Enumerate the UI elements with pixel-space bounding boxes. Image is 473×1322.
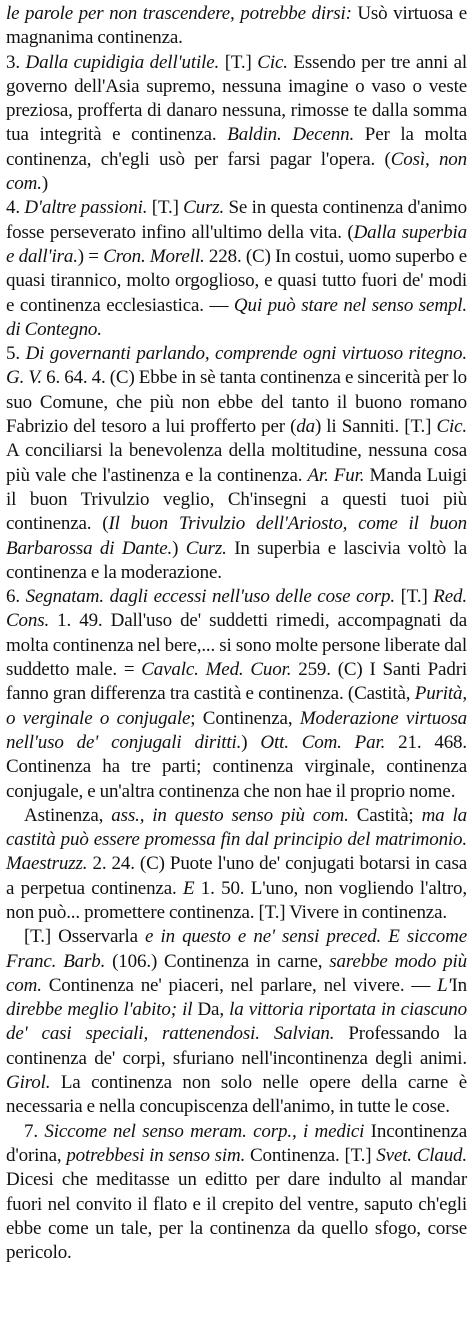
text-run: 1. 49. Dall'uso de' suddetti rimedi, accompagnati da molta continenza nel bere,... si sono molte persone liberate dal suddetto male. =: [6, 610, 467, 681]
text-run: Continenza ne' piaceri, nel parlare, nel vivere. —: [41, 974, 438, 996]
text-run: 259. (C) I Santi Padri fanno gran differenza tra castità e continenza. (Castità,: [6, 659, 468, 705]
italic-text: Red. Cons.: [6, 586, 467, 632]
text-run: La continenza non solo nelle opere della carne è necessaria e nella concupiscenza dell'animo, in tutte le cose.: [6, 1072, 467, 1118]
text-run: A conciliarsi la benevolenza della moltitudine, nessuna cosa più vale che l'astinenza e la continenza.: [6, 440, 467, 486]
italic-text: Qui può stare nel senso sempl. di Contegno.: [6, 294, 467, 340]
italic-text: Siccome nel senso meram. corp., i medici: [44, 1120, 365, 1142]
italic-text: le parole per non trascendere, potrebbe dirsi:: [6, 3, 352, 24]
italic-text: Cic.: [436, 416, 467, 438]
text-run: 5.: [6, 343, 26, 365]
text-run: 21. 468. Continenza ha tre parti; continenza virginale, continenza conjugale, e un'altra continenza che non hae il proprio nome.: [6, 731, 468, 802]
entry-paragraph: [6, 925, 467, 1119]
text-run: Da,: [192, 999, 230, 1021]
italic-text: Svet. Claud.: [376, 1144, 467, 1166]
entry-paragraph: [6, 585, 467, 804]
text-run: Se in questa continenza d'animo fosse perseverato infino all'ultimo della vita. (: [6, 197, 467, 243]
text-run: ) li Sanniti. [T.]: [314, 416, 437, 438]
italic-text: e in questo e ne' sensi preced. E siccome Franc. Barb.: [6, 926, 467, 972]
italic-text: ma la castità può essere promessa fin dal principio del matrimonio. Maestruzz.: [6, 804, 467, 875]
italic-text: da: [296, 416, 315, 438]
italic-text: Girol.: [6, 1072, 51, 1094]
italic-text: L': [437, 974, 452, 996]
text-run: (106.) Continenza in carne,: [105, 950, 330, 972]
text-run: 2. 24. (C) Puote l'uno de' conjugati botarsi in casa a perpetua continenza.: [6, 853, 467, 899]
italic-text: Moderazione virtuosa nell'uso de' conjugali diritti.: [6, 707, 467, 753]
text-run: 228. (C) In costui, uomo superbo e quasi tirannico, molto orgoglioso, e quasi tutto fuori de' modi e continenza ecclesiastica. —: [6, 245, 468, 316]
italic-text: Così, non com.: [6, 148, 467, 195]
italic-text: Purità, o verginale o conjugale: [6, 683, 467, 729]
italic-text: Dalla superbia e dall'ira.: [6, 221, 467, 267]
text-run: [T.]: [147, 197, 184, 219]
text-run: ) =: [77, 245, 104, 267]
text-run: ; Continenza,: [190, 707, 300, 729]
text-run: Essendo per tre anni al governo dell'Asia supremo, nessuna imagine o vaso o veste preziosa, profferta di danaro nessuna, rimosse te dalla somma tua integrità e continenza.: [6, 51, 467, 146]
italic-text: Di governanti parlando, comprende ogni virtuoso ritegno. G. V.: [6, 343, 467, 389]
entry-paragraph: [6, 342, 467, 585]
entry-paragraph: [6, 2, 467, 51]
italic-text: Cron. Morell.: [103, 245, 205, 267]
italic-text: Dalla cupidigia dell'utile.: [25, 51, 220, 73]
italic-text: Il buon Trivulzio dell'Ariosto, come il buon Barbarossa di Dante.: [6, 513, 468, 559]
italic-text: Ar. Fur.: [307, 464, 365, 486]
italic-text: Curz.: [183, 197, 225, 219]
entry-paragraph: [6, 804, 467, 925]
entry-paragraph: [6, 1120, 467, 1266]
text-run: 6.: [6, 586, 26, 608]
italic-text: la vittoria riportata in ciascuno de' casi speciali, rattenendosi. Salvian.: [6, 999, 468, 1045]
text-run: [T.]: [394, 586, 434, 608]
text-run: Castità;: [348, 804, 422, 826]
text-run: ): [41, 173, 48, 195]
text-run: 1. 50. L'uno, non vogliendo l'altro, non può... promettere continenza. [T.] Vivere in continenza.: [6, 877, 467, 923]
text-run: In superbia e lascivia voltò la continenza e la moderazione.: [6, 537, 467, 583]
text-run: Usò virtuosa e magnanima continenza.: [6, 3, 467, 49]
text-run: Manda Luigi il buon Trivulzio veglio, Ch'insegni a questi tuoi più continenza. (: [6, 464, 468, 535]
text-run: [T.]: [219, 51, 258, 73]
italic-text: E: [182, 877, 195, 899]
text-run: Incontinenza d'orina,: [6, 1120, 467, 1166]
italic-text: Baldin. Decenn.: [227, 124, 355, 146]
text-run: Per la molta continenza, ch'egli usò per farsi pagar l'opera. (: [6, 124, 468, 170]
italic-text: Cic.: [257, 51, 288, 73]
text-run: ): [172, 537, 186, 559]
text-run: 3.: [6, 51, 26, 73]
italic-text: Ott. Com. Par.: [260, 731, 386, 753]
entry-paragraph: [6, 51, 467, 197]
italic-text: Curz.: [185, 537, 227, 559]
text-run: Astinenza,: [24, 804, 112, 826]
italic-text: Segnatam. dagli eccessi nell'uso delle cose corp.: [25, 586, 395, 608]
italic-text: ass., in questo senso più com.: [111, 804, 349, 826]
text-run: Professando la continenza de' corpi, sfuriano nell'incontinenza degli animi.: [6, 1023, 468, 1069]
text-run: 6. 64. 4. (C) Ebbe in sè tanta continenza e sincerità per lo suo Comune, che più non ebbe del tanto il buono romano Fabrizio del tesoro a lui profferto per (: [6, 367, 467, 438]
text-run: In: [451, 974, 467, 996]
entry-paragraph: [6, 196, 467, 342]
text-run: 4.: [6, 197, 25, 219]
text-run: ): [241, 731, 261, 753]
italic-text: D'altre passioni.: [24, 197, 148, 219]
italic-text: potrebbesi in senso sim.: [66, 1144, 246, 1166]
text-run: 7.: [24, 1120, 45, 1142]
text-run: Continenza. [T.]: [245, 1144, 377, 1166]
text-run: [T.] Osservarla: [24, 926, 146, 948]
text-run: Dicesi che meditasse un editto per dare indulto al mandar fuori nel convito il flato e il crepito del ventre, saputo ch'egli ebbe come un tale, per la continenza da quello sfogo, corse pericolo.: [6, 1169, 467, 1264]
italic-text: Cavalc. Med. Cuor.: [141, 659, 292, 681]
italic-text: direbbe meglio l'abito; il: [6, 999, 193, 1021]
italic-text: sarebbe modo più com.: [6, 950, 467, 996]
